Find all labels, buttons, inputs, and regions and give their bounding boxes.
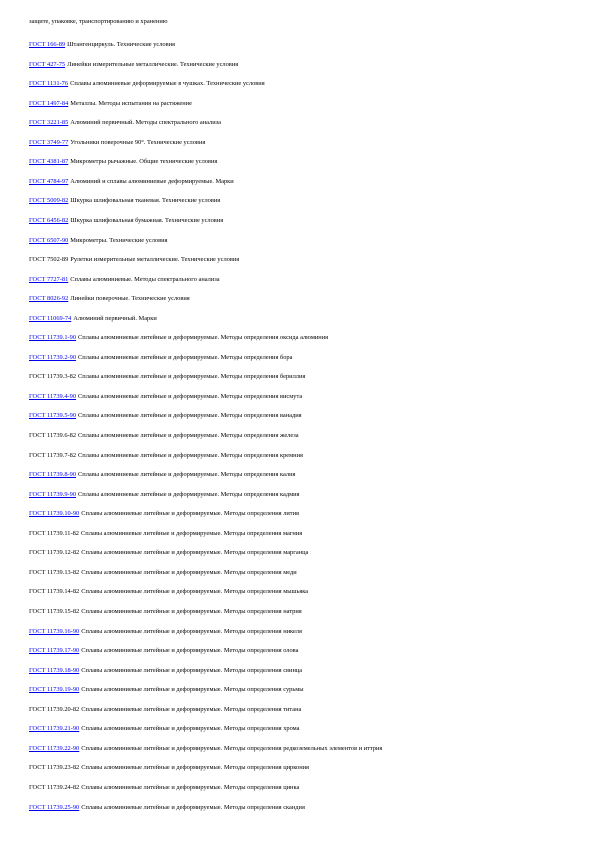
standard-title: Сплавы алюминиевые деформируемые в чушках. Технические условия: [70, 80, 265, 88]
standard-title: Штангенциркуль. Технические условия: [67, 41, 175, 48]
standard-link[interactable]: ГОСТ 11739.21-90: [29, 725, 80, 733]
standard-title: Сплавы алюминиевые литейные и деформируемые. Методы определения бериллия: [78, 373, 306, 381]
standard-title: Сплавы алюминиевые литейные и деформируемые. Методы определения железа: [78, 432, 299, 439]
standard-link[interactable]: ГОСТ 11739.10-90: [29, 510, 80, 518]
standard-title: Сплавы алюминиевые литейные и деформируемые. Методы определения цинка: [81, 783, 300, 791]
standard-title: Сплавы алюминиевые литейные и деформируемые. Методы определения никеля: [81, 627, 302, 635]
standard-title: Сплавы алюминиевые литейные и деформируемые. Методы определения оксида алюминия: [78, 334, 329, 342]
standard-link[interactable]: ГОСТ 4381-87: [29, 158, 69, 166]
standard-title: Сплавы алюминиевые литейные и деформируемые. Методы определения олова: [81, 647, 299, 655]
standard-title: Металлы. Методы испытания на растяжение: [70, 99, 192, 107]
standard-link[interactable]: ГОСТ 11739.2-90: [29, 353, 77, 361]
standard-title: Сплавы алюминиевые литейные и деформируемые. Методы определения калия: [78, 471, 296, 479]
list-item: [29, 804, 575, 812]
list-item: [29, 295, 575, 303]
standard-link[interactable]: ГОСТ 11739.19-90: [29, 686, 80, 694]
standard-link[interactable]: ГОСТ 1497-84: [29, 99, 69, 107]
list-item: [29, 393, 575, 401]
standard-title: Линейки поверочные. Технические условия: [70, 295, 190, 303]
standard-title: Сплавы алюминиевые литейные и деформируемые. Методы определения циркония: [81, 764, 309, 772]
standard-link[interactable]: ГОСТ 6507-90: [29, 236, 69, 244]
standard-title: Сплавы алюминиевые литейные и деформируемые. Методы определения марганца: [81, 549, 309, 557]
list-item: [29, 217, 575, 225]
standard-title: Сплавы алюминиевые литейные и деформируемые. Методы определения кадмия: [78, 490, 300, 498]
list-item: [29, 139, 575, 147]
list-item: [29, 510, 575, 518]
standard-code: ГОСТ 7502-89: [29, 256, 69, 264]
standard-title: Сплавы алюминиевые литейные и деформируемые. Методы определения меди: [81, 568, 297, 576]
standard-code: ГОСТ 11739.3-82: [29, 373, 77, 381]
standard-link[interactable]: ГОСТ 6456-82: [29, 217, 69, 224]
list-item: [29, 491, 575, 499]
list-item: [29, 432, 575, 440]
standard-link[interactable]: ГОСТ 1131-76: [29, 80, 69, 88]
standard-code: ГОСТ 11739.11-82: [29, 529, 80, 537]
list-item: [29, 530, 575, 538]
list-item: [29, 354, 575, 362]
list-item: [29, 588, 575, 596]
list-item: [29, 373, 575, 381]
standard-code: ГОСТ 11739.23-82: [29, 764, 80, 772]
list-item: [29, 725, 575, 733]
list-item: [29, 412, 575, 420]
standard-link[interactable]: ГОСТ 4784-97: [29, 177, 69, 185]
standard-link[interactable]: ГОСТ 3221-85: [29, 119, 69, 127]
list-item: [29, 61, 575, 69]
standard-link[interactable]: ГОСТ 11739.5-90: [29, 412, 77, 420]
list-item: [29, 471, 575, 479]
standard-title: Шкурка шлифовальная тканевая. Технические условия: [70, 197, 221, 205]
standard-link[interactable]: ГОСТ 3749-77: [29, 138, 69, 146]
standard-title: Угольники поверочные 90°. Технические условия: [70, 138, 206, 146]
list-item: [29, 256, 575, 264]
standard-title: Сплавы алюминиевые литейные и деформируемые. Методы определения висмута: [78, 392, 303, 400]
list-item: [29, 686, 575, 694]
standard-title: Рулетки измерительные металлические. Технические условия: [70, 256, 240, 264]
standard-title: Сплавы алюминиевые. Методы спектрального анализа: [70, 275, 220, 283]
intro-line: [29, 18, 575, 26]
standard-link[interactable]: ГОСТ 11739.1-90: [29, 334, 77, 342]
standard-link[interactable]: ГОСТ 11739.8-90: [29, 471, 77, 479]
standard-title: Алюминий первичный. Марки: [73, 314, 157, 322]
standard-code: ГОСТ 11739.24-82: [29, 783, 80, 791]
list-item: [29, 100, 575, 108]
list-item: [29, 628, 575, 636]
standard-title: Сплавы алюминиевые литейные и деформируемые. Методы определения мышьяка: [81, 588, 309, 596]
list-item: [29, 764, 575, 772]
list-item: [29, 667, 575, 675]
standard-link[interactable]: ГОСТ 11739.17-90: [29, 647, 80, 655]
standard-title: Сплавы алюминиевые литейные и деформируемые. Методы определения кремния: [78, 451, 303, 459]
list-item: [29, 197, 575, 205]
list-item: [29, 784, 575, 792]
list-item: [29, 276, 575, 284]
standard-link[interactable]: ГОСТ 11069-74: [29, 314, 72, 322]
list-item: [29, 178, 575, 186]
standard-link[interactable]: ГОСТ 427-75: [29, 60, 66, 68]
standard-code: ГОСТ 11739.15-82: [29, 608, 80, 615]
list-item: [29, 608, 575, 616]
standard-code: ГОСТ 11739.20-82: [29, 705, 80, 713]
standard-code: ГОСТ 11739.7-82: [29, 451, 77, 459]
standard-code: ГОСТ 11739.14-82: [29, 588, 80, 596]
standard-title: Сплавы алюминиевые литейные и деформируемые. Методы определения свинца: [81, 666, 303, 674]
standard-title: Сплавы алюминиевые литейные и деформируемые. Методы определения бора: [78, 353, 293, 361]
standard-link[interactable]: ГОСТ 7727-81: [29, 275, 69, 283]
standard-code: ГОСТ 11739.6-82: [29, 432, 77, 439]
intro-text: защите, упаковке, транспортированию и хранению: [29, 18, 168, 25]
standard-title: Сплавы алюминиевые литейные и деформируемые. Методы определения титана: [81, 705, 302, 713]
standard-title: Сплавы алюминиевые литейные и деформируемые. Методы определения натрия: [81, 608, 302, 615]
list-item: [29, 315, 575, 323]
standard-code: ГОСТ 11739.13-82: [29, 568, 80, 576]
list-item: [29, 745, 575, 753]
standard-link[interactable]: ГОСТ 166-89: [29, 41, 66, 48]
standard-title: Линейки измерительные металлические. Технические условия: [67, 60, 239, 68]
standard-title: Алюминий первичный. Методы спектрального анализа: [70, 119, 222, 127]
standard-title: Сплавы алюминиевые литейные и деформируемые. Методы определения сурьмы: [81, 686, 304, 694]
standard-title: Алюминий и сплавы алюминиевые деформируемые. Марки: [70, 177, 234, 185]
list-item: [29, 158, 575, 166]
list-item: [29, 80, 575, 88]
standard-link[interactable]: ГОСТ 8026-92: [29, 295, 69, 303]
standard-link[interactable]: ГОСТ 11739.22-90: [29, 744, 80, 752]
list-item: [29, 569, 575, 577]
standard-link[interactable]: ГОСТ 11739.16-90: [29, 627, 80, 635]
standard-title: Сплавы алюминиевые литейные и деформируемые. Методы определения магния: [81, 529, 303, 537]
standard-link[interactable]: ГОСТ 5009-82: [29, 197, 69, 205]
list-item: [29, 706, 575, 714]
standard-title: Сплавы алюминиевые литейные и деформируемые. Методы определения хрома: [81, 725, 300, 733]
standard-title: Микрометры рычажные. Общие технические условия: [70, 158, 218, 166]
standard-link[interactable]: ГОСТ 11739.25-90: [29, 803, 80, 811]
standard-link[interactable]: ГОСТ 11739.9-90: [29, 490, 77, 498]
standard-link[interactable]: ГОСТ 11739.4-90: [29, 392, 77, 400]
list-item: [29, 237, 575, 245]
list-item: [29, 549, 575, 557]
list-item: [29, 41, 575, 49]
standard-title: Шкурка шлифовальная бумажная. Технические условия: [70, 217, 224, 224]
standard-link[interactable]: ГОСТ 11739.18-90: [29, 666, 80, 674]
standard-title: Сплавы алюминиевые литейные и деформируемые. Методы определения редкоземельных элементов и иттрия: [81, 744, 383, 752]
standard-code: ГОСТ 11739.12-82: [29, 549, 80, 557]
list-item: [29, 119, 575, 127]
list-item: [29, 452, 575, 460]
standard-title: Сплавы алюминиевые литейные и деформируемые. Методы определения ванадия: [78, 412, 302, 420]
standard-title: Микрометры. Технические условия: [70, 236, 168, 244]
list-item: [29, 647, 575, 655]
standard-title: Сплавы алюминиевые литейные и деформируемые. Методы определения лития: [81, 510, 299, 518]
standard-title: Сплавы алюминиевые литейные и деформируемые. Методы определения скандия: [81, 803, 305, 811]
list-item: [29, 334, 575, 342]
